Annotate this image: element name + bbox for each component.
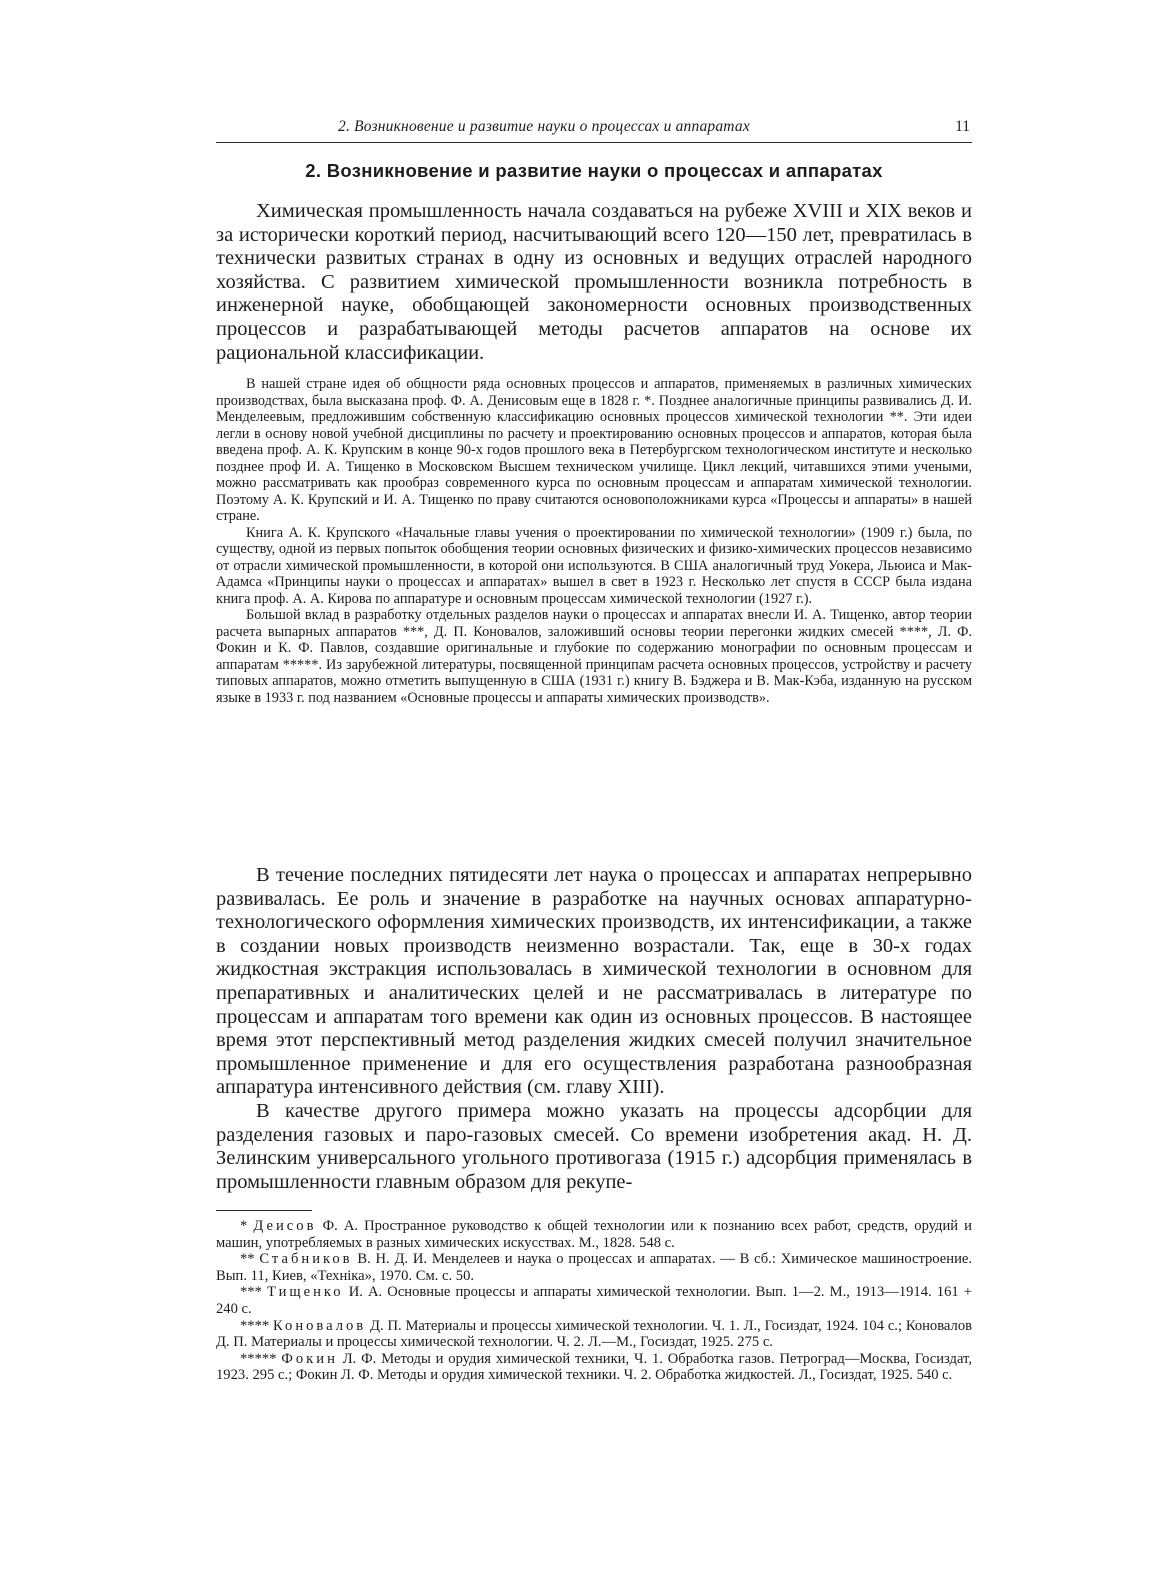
footnote-text: Д. П. Материалы и процессы химической технологии. Ч. 1. Л., Госиздат, 1924. 104 с.; Коновалов Д. П. Материалы и процессы химической технологии. Ч. 2. Л.—М., Госиздат, 1925. 275 с.	[216, 1317, 973, 1351]
footnote-2	[216, 1251, 972, 1284]
footnote-text: И. А. Основные процессы и аппараты химической технологии. Вып. 1—2. М., 1913—1914. 161 + 240 с.	[216, 1284, 973, 1317]
small-paragraph-2: Книга А. К. Крупского «Начальные главы учения о проектировании по химической технологии» (1909 г.) была, по существу, одной из первых попыток обобщения теории основных физических и физико-химических процессов независимо от отрасли химической промышленности, в которой они используются. В США аналогичный труд Уокера, Льюиса и Мак-Адамса «Принципы науки о процессах и аппаратах» вышел в свет в 1923 г. Несколько лет спустя в СССР была издана книга проф. А. А. Кирова по аппаратуре и основным процессам химической технологии (1927 г.).	[216, 524, 972, 607]
footnote-mark: *	[240, 1218, 248, 1234]
footnote-author: Фокин	[281, 1350, 338, 1367]
footnote-text: Ф. А. Пространное руководство к общей технологии или к познанию всех работ, средств, орудий и машин, употребляемых в разных химических искусствах. М., 1828. 548 с.	[216, 1218, 972, 1251]
running-header	[216, 116, 972, 143]
footnote-mark: ***	[240, 1284, 262, 1301]
small-paragraph-1: В нашей стране идея об общности ряда основных процессов и аппаратов, применяемых в различных химических производствах, была высказана проф. Ф. А. Денисовым еще в 1828 г. *. Позднее аналогичные принципы развивались Д. И. Менделеевым, предложившим собственную классификацию основных процессов химической технологии **. Эти идеи легли в основу новой учебной дисциплины по расчету и проектированию основных процессов и аппаратов, которая была введена проф. А. К. Крупским в конце 90-х годов прошлого века в Петербургском технологическом институте и несколько позднее проф И. А. Тищенко в Московском Высшем техническом училище. Цикл лекций, читавшихся этими учеными, можно рассматривать как прообраз современного курса по основным процессам и аппаратам химической технологии. Поэтому А. К. Крупский и И. А. Тищенко по праву считаются основоположниками курса «Процессы и аппараты» в нашей стране.	[216, 376, 972, 524]
footnote-1	[216, 1218, 972, 1251]
footnote-author: Тищенко	[267, 1284, 344, 1301]
small-paragraph-3: Большой вклад в разработку отдельных разделов науки о процессах и аппаратах внесли И. А. Тищенко, автор теории расчета выпарных аппаратов ***, Д. П. Коновалов, заложивший основы теории перегонки жидких смесей ****, Л. Ф. Фокин и К. Ф. Павлов, создавшие оригинальные и глубокие по содержанию монографии по основным процессам и аппаратам *****. Из зарубежной литературы, посвященной принципам расчета основных процессов, устройству и расчету типовых аппаратов, можно отметить выпущенную в США (1931 г.) книгу В. Бэджера и В. Мак-Кэба, изданную на русском языке в 1933 г. под названием «Основные процессы и аппараты химических производств».	[216, 607, 972, 706]
footnote-author: Деисов	[253, 1218, 317, 1234]
footnote-author: Стабников	[259, 1251, 353, 1268]
main-paragraph-2: В качестве другого примера можно указать на процессы адсорбции для разделения газовых и паро-газовых смесей. Со времени изобретения акад. Н. Д. Зелинским универсального угольного противогаза (1915 г.) адсорбция применялась в промышленности главным образом для рекупе-	[216, 1099, 972, 1193]
intro-paragraph: Химическая промышленность начала создаваться на рубеже XVIII и XIX веков и за исторически короткий период, насчитывающий всего 120—150 лет, превратилась в технически развитых странах в одну из основных и ведущих отраслей народного хозяйства. С развитием химической промышленности возникла потребность в инженерной науке, обобщающей закономерности основных производственных процессов и разрабатывающей методы расчетов аппаратов на основе их рациональной классификации.	[216, 200, 972, 364]
main-paragraph-1: В течение последних пятидесяти лет наука о процессах и аппаратах непрерывно развивалась. Ее роль и значение в разработке на научных основах аппаратурно-технологического оформления химических производств, их интенсификации, а также в создании новых производств неизменно возрастали. Так, еще в 30-х годах жидкостная экстракция использовалась в химической технологии в основном для препаративных и аналитических целей и не рассматривалась в литературе по процессам и аппаратам того времени как один из основных процессов. В настоящее время этот перспективный метод разделения жидких смесей получил значительное промышленное применение и для его осуществления разработана разнообразная аппаратура интенсивного действия (см. главу XIII).	[216, 864, 972, 1099]
small-print-block	[216, 376, 972, 706]
footnote-rule	[216, 1210, 312, 1211]
footnote-author: Коновалов	[273, 1317, 367, 1334]
footnote-5	[216, 1351, 972, 1384]
footnote-mark: *****	[240, 1350, 277, 1367]
intro-text	[216, 200, 972, 365]
page-number: 11	[955, 118, 970, 135]
footnotes	[216, 1218, 972, 1384]
footnote-text: Л. Ф. Методы и орудия химической техники, Ч. 1. Обработка газов. Петроград—Москва, Госиздат, 1923. 295 с.; Фокин Л. Ф. Методы и орудия химической техники. Ч. 2. Обработка жидкостей. Л., Госиздат, 1925. 540 с.	[216, 1350, 972, 1384]
running-header-title: 2. Возникновение и развитие науки о процессах и аппаратах	[338, 118, 750, 135]
footnote-mark: ****	[240, 1317, 270, 1334]
section-heading: 2. Возникновение и развитие науки о процессах и аппаратах	[305, 160, 883, 181]
footnote-3	[216, 1284, 972, 1317]
main-text-block	[216, 864, 972, 1194]
footnote-4	[216, 1318, 972, 1351]
footnote-text: В. Н. Д. И. Менделеев и наука о процессах и аппаратах. — В сб.: Химическое машиностроение. Вып. 11, Киев, «Технiка», 1970. См. с. 50.	[216, 1251, 973, 1284]
footnote-mark: **	[240, 1251, 255, 1268]
